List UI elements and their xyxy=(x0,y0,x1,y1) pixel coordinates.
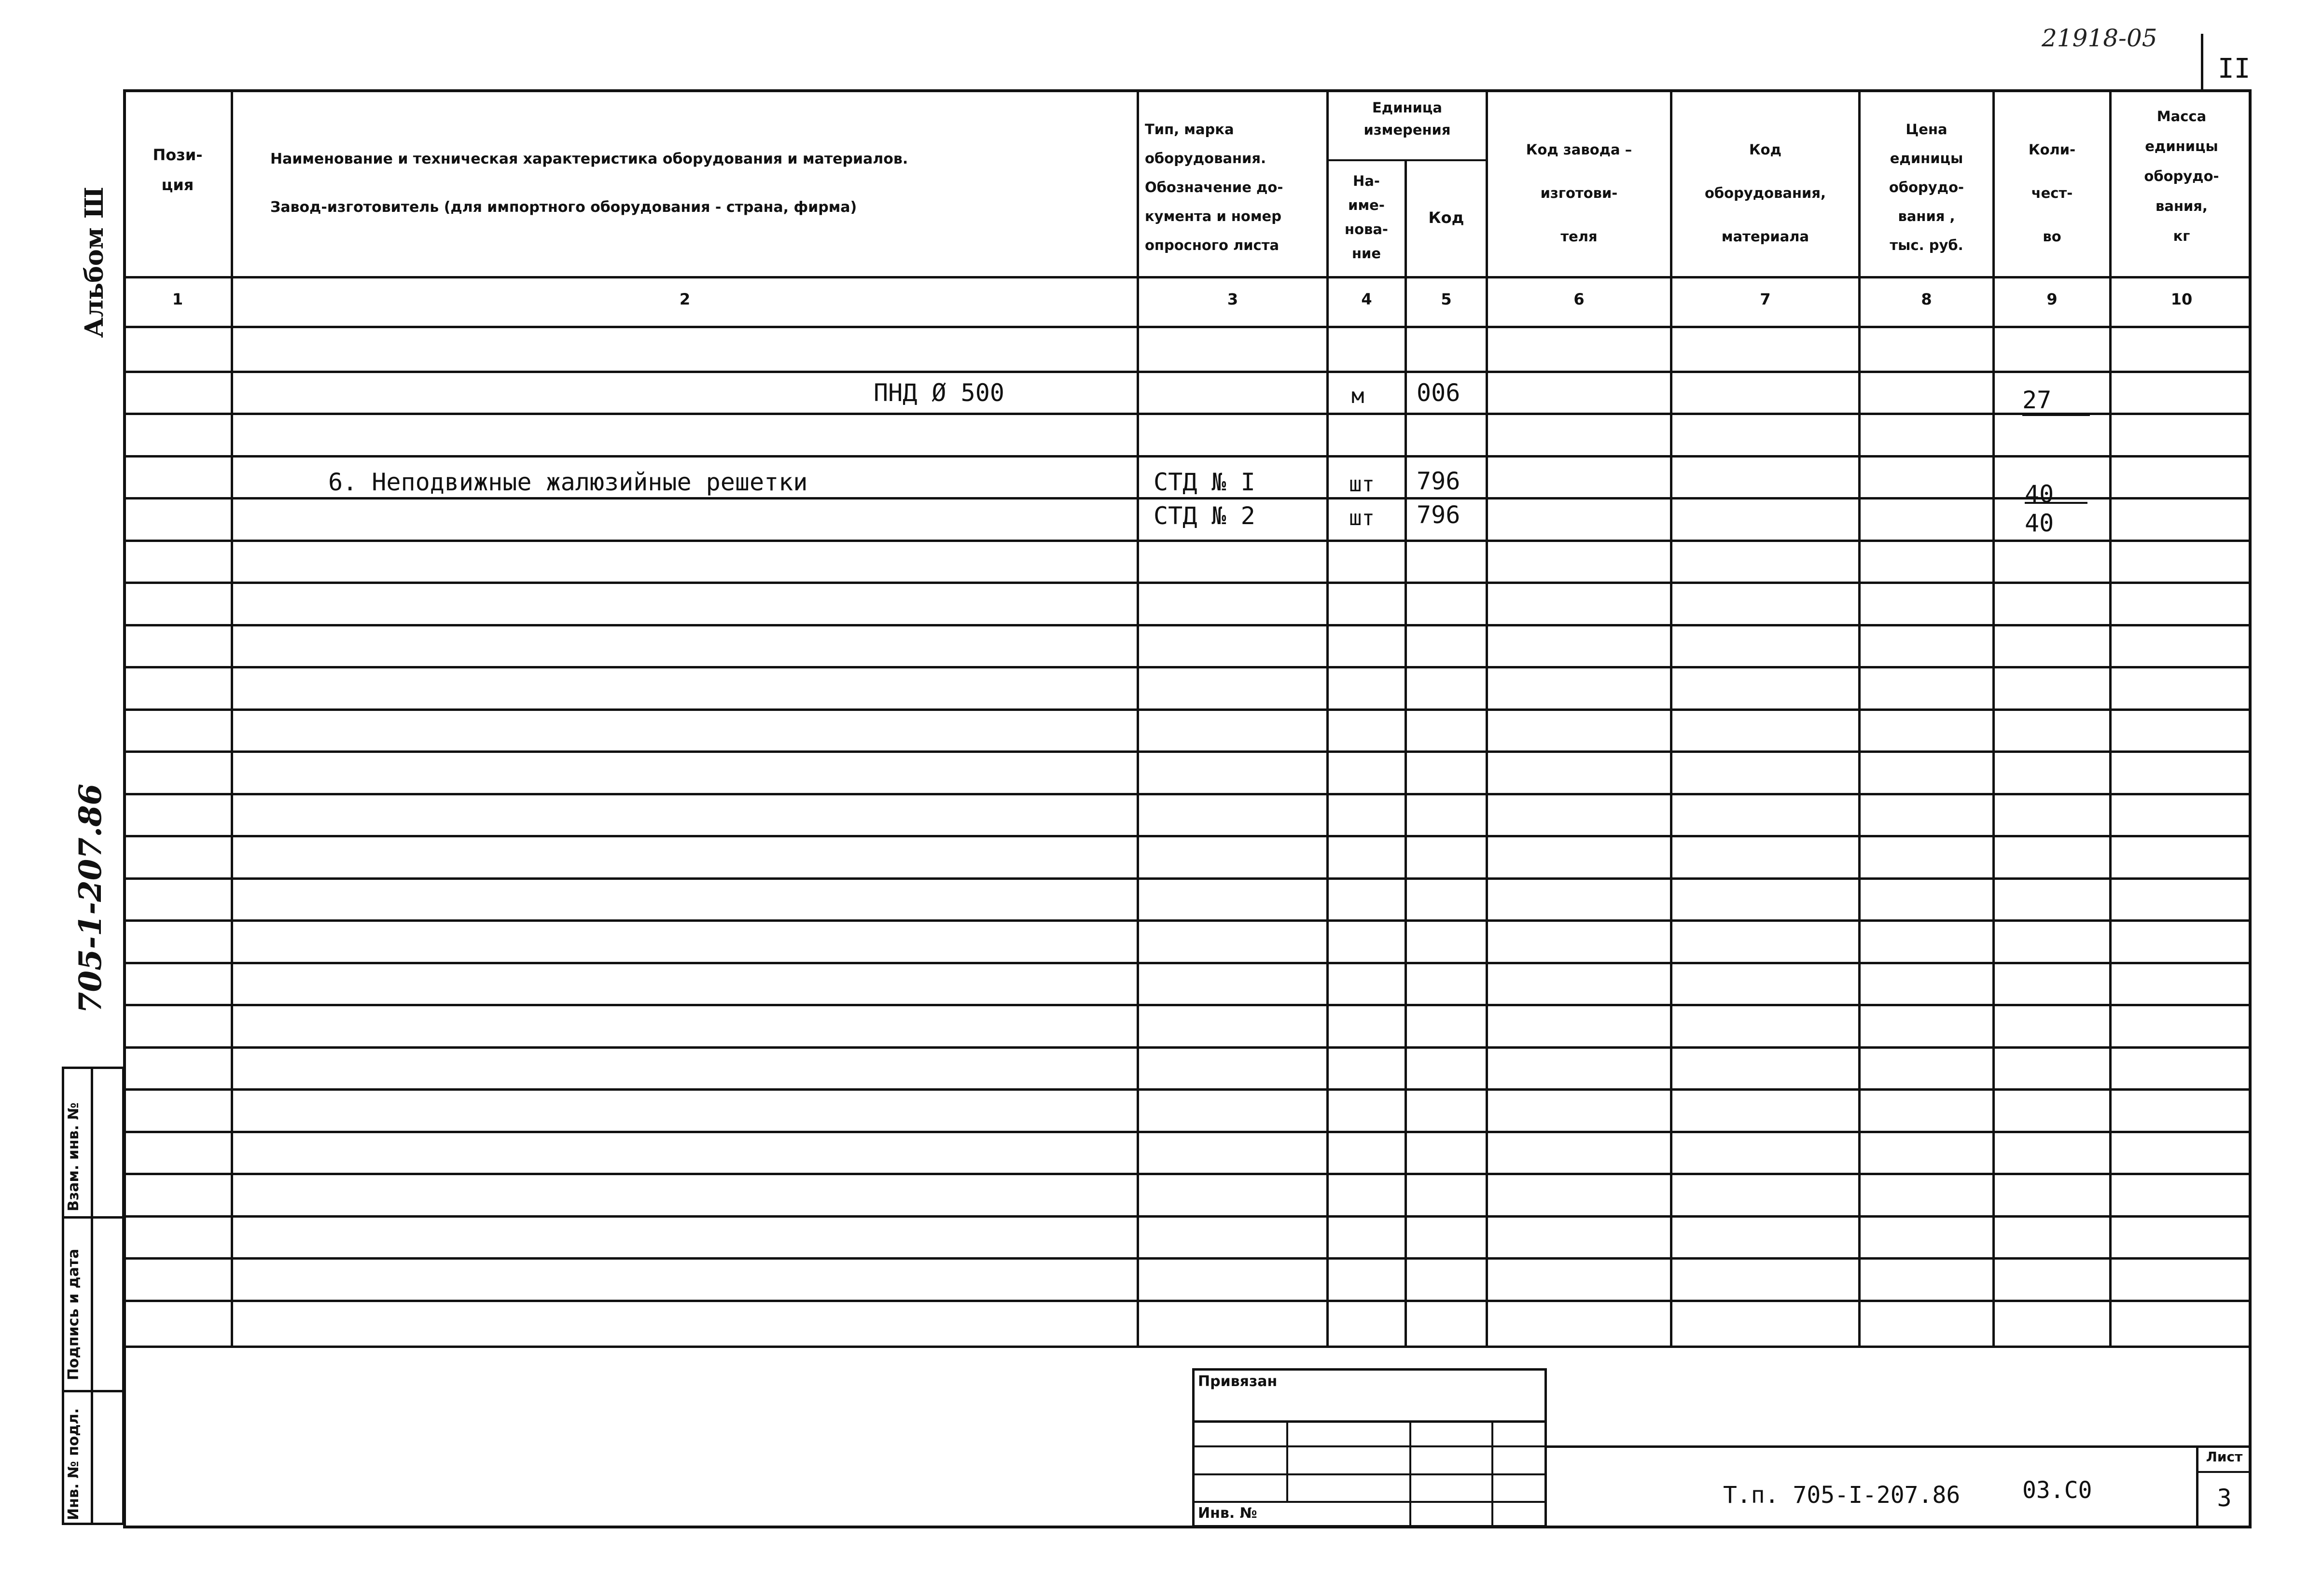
column-number: 4 xyxy=(1361,290,1372,308)
column-number: 5 xyxy=(1441,290,1452,308)
col-line-4 xyxy=(1405,159,1407,1346)
row-code: 796 xyxy=(1417,467,1461,495)
table-bottom-line xyxy=(123,1346,2252,1348)
row-item-name: 6. Неподвижные жалюзийные решетки xyxy=(328,468,808,496)
side-stamp-row xyxy=(62,1390,125,1392)
header-text: материала xyxy=(1721,228,1809,245)
header-unit-name xyxy=(1328,169,1405,265)
column-number: 10 xyxy=(2170,290,2193,308)
header-text: Завод-изготовитель (для импортного оборудования - страна, фирма) xyxy=(270,199,857,216)
header-unit-group xyxy=(1329,97,1486,141)
header-text: вания , xyxy=(1898,208,1955,224)
col-line-8 xyxy=(1992,89,1995,1346)
col-line-1 xyxy=(231,89,233,1346)
table-row-line xyxy=(123,455,2252,458)
table-row-line xyxy=(123,1215,2252,1218)
header-text: единицы xyxy=(2145,138,2218,154)
table-row-line xyxy=(123,666,2252,668)
col-line-2 xyxy=(1137,89,1139,1346)
header-text: во xyxy=(2043,228,2061,245)
col-line-9 xyxy=(2109,89,2112,1346)
privyazan-line xyxy=(1192,1445,1547,1447)
header-text: Код завода – xyxy=(1526,141,1632,158)
table-row-line xyxy=(123,1088,2252,1091)
header-bottom xyxy=(123,276,2252,278)
stamp-field-inv-podl: Инв. № подл. xyxy=(65,1408,82,1520)
header-text: кумента и номер xyxy=(1145,208,1281,224)
header-text: опросного листа xyxy=(1145,237,1280,253)
table-row-line xyxy=(123,413,2252,415)
stamp-field-vzam: Взам. инв. № xyxy=(65,1102,82,1211)
header-text: Обозначение до- xyxy=(1145,179,1283,195)
header-text: оборудо- xyxy=(1889,179,1964,195)
row-unit: шт xyxy=(1349,472,1375,497)
row-unit: м xyxy=(1351,384,1364,408)
header-text: Коли- xyxy=(2028,141,2076,158)
header-price xyxy=(1861,115,1992,260)
row-item-name: ПНД Ø 500 xyxy=(874,379,1004,407)
header-text: Цена xyxy=(1906,121,1947,138)
table-row-line xyxy=(123,1173,2252,1175)
header-text: оборудо- xyxy=(2144,168,2219,184)
sheet-box-left xyxy=(2196,1445,2198,1528)
privyazan-divider xyxy=(1491,1420,1493,1528)
header-factory-code xyxy=(1488,128,1670,258)
table-row-line xyxy=(123,497,2252,500)
column-number: 7 xyxy=(1760,290,1771,308)
header-text: Единица xyxy=(1372,99,1442,116)
header-text: нова- xyxy=(1345,221,1388,237)
col-line-7 xyxy=(1858,89,1861,1346)
inv-no-label: Инв. № xyxy=(1198,1505,1257,1522)
stamp-field-signature: Подпись и дата xyxy=(65,1249,82,1380)
row-type: СТД № 2 xyxy=(1154,502,1255,530)
col-line-5 xyxy=(1486,89,1488,1346)
header-text: оборудования, xyxy=(1704,185,1826,201)
table-row-line xyxy=(123,540,2252,542)
sheet-box-line xyxy=(2196,1471,2252,1473)
table-row-line xyxy=(123,919,2252,922)
privyazan-divider xyxy=(1286,1420,1288,1501)
table-row-line xyxy=(123,835,2252,837)
col-line-6 xyxy=(1670,89,1672,1346)
side-stamp-row xyxy=(62,1216,125,1219)
album-label: Альбом Ш xyxy=(80,187,109,338)
table-row-line xyxy=(123,582,2252,584)
header-text: измерения xyxy=(1363,122,1451,138)
table-row-line xyxy=(123,1300,2252,1302)
header-text: На- xyxy=(1353,173,1380,189)
table-row-line xyxy=(123,877,2252,880)
privyazan-line xyxy=(1192,1473,1547,1475)
header-equipment-code xyxy=(1672,128,1858,258)
colnum-bottom xyxy=(123,326,2252,328)
header-text: име- xyxy=(1348,197,1385,213)
header-text: изготови- xyxy=(1540,185,1618,201)
column-number: 2 xyxy=(679,290,691,308)
header-text: Масса xyxy=(2156,108,2207,125)
sheet-roman: II xyxy=(2218,53,2251,84)
header-quantity xyxy=(1995,128,2109,258)
header-text: теля xyxy=(1560,228,1598,245)
side-handwritten-code: 705-1-207.86 xyxy=(72,783,109,1013)
header-text: ние xyxy=(1351,245,1381,262)
handwritten-number: 21918-05 xyxy=(2042,24,2157,52)
row-quantity: 40 xyxy=(2025,480,2054,508)
privyazan-line xyxy=(1192,1420,1547,1423)
qty-underline xyxy=(2025,502,2087,504)
header-type xyxy=(1145,115,1323,260)
header-text: вания, xyxy=(2156,198,2208,214)
doc-code: Т.п. 705-I-207.86 xyxy=(1723,1482,1961,1509)
table-row-line xyxy=(123,708,2252,711)
privyazan-line xyxy=(1192,1501,1547,1503)
header-text: чест- xyxy=(2031,185,2073,201)
header-text: оборудования. xyxy=(1145,150,1266,167)
stamp-top-line xyxy=(1547,1445,2252,1448)
header-unit-code: Код xyxy=(1428,208,1464,227)
row-code: 006 xyxy=(1417,379,1461,407)
doc-suffix: 03.С0 xyxy=(2022,1477,2092,1504)
table-row-line xyxy=(123,371,2252,373)
row-unit: шт xyxy=(1349,506,1375,530)
header-name xyxy=(270,135,1043,232)
column-number: 3 xyxy=(1227,290,1238,308)
table-row-line xyxy=(123,962,2252,964)
side-stamp-divider xyxy=(91,1067,93,1525)
header-position xyxy=(125,140,231,200)
header-text: Код xyxy=(1749,141,1782,158)
table-row-line xyxy=(123,1046,2252,1049)
table-row-line xyxy=(123,624,2252,626)
header-text: ция xyxy=(161,176,194,194)
col-line-3 xyxy=(1326,89,1329,1346)
column-number: 6 xyxy=(1573,290,1585,308)
row-type: СТД № I xyxy=(1154,468,1255,496)
row-code: 796 xyxy=(1417,501,1461,529)
column-number: 9 xyxy=(2046,290,2058,308)
privyazan-block xyxy=(1192,1368,1547,1527)
header-text: Тип, марка xyxy=(1145,121,1234,138)
row-quantity: 27 xyxy=(2022,386,2052,414)
privyazan-label: Привязан xyxy=(1198,1373,1278,1390)
header-text: кг xyxy=(2173,228,2190,244)
header-text: Пози- xyxy=(153,146,203,164)
corner-divider xyxy=(2201,34,2203,92)
sheet-label: Лист xyxy=(2206,1449,2243,1465)
sheet-number: 3 xyxy=(2217,1484,2232,1512)
column-number: 8 xyxy=(1921,290,1932,308)
table-row-line xyxy=(123,1257,2252,1260)
header-mass xyxy=(2112,101,2252,251)
header-text: Наименование и техническая характеристика оборудования и материалов. xyxy=(270,151,908,167)
table-row-line xyxy=(123,1004,2252,1006)
row-quantity: 40 xyxy=(2025,509,2054,537)
table-row-line xyxy=(123,793,2252,795)
header-text: тыс. руб. xyxy=(1890,237,1963,253)
column-number: 1 xyxy=(172,290,183,308)
qty-underline xyxy=(2022,414,2090,416)
header-text: единицы xyxy=(1890,150,1963,167)
table-row-line xyxy=(123,750,2252,753)
privyazan-divider xyxy=(1409,1420,1411,1528)
table-row-line xyxy=(123,1131,2252,1133)
